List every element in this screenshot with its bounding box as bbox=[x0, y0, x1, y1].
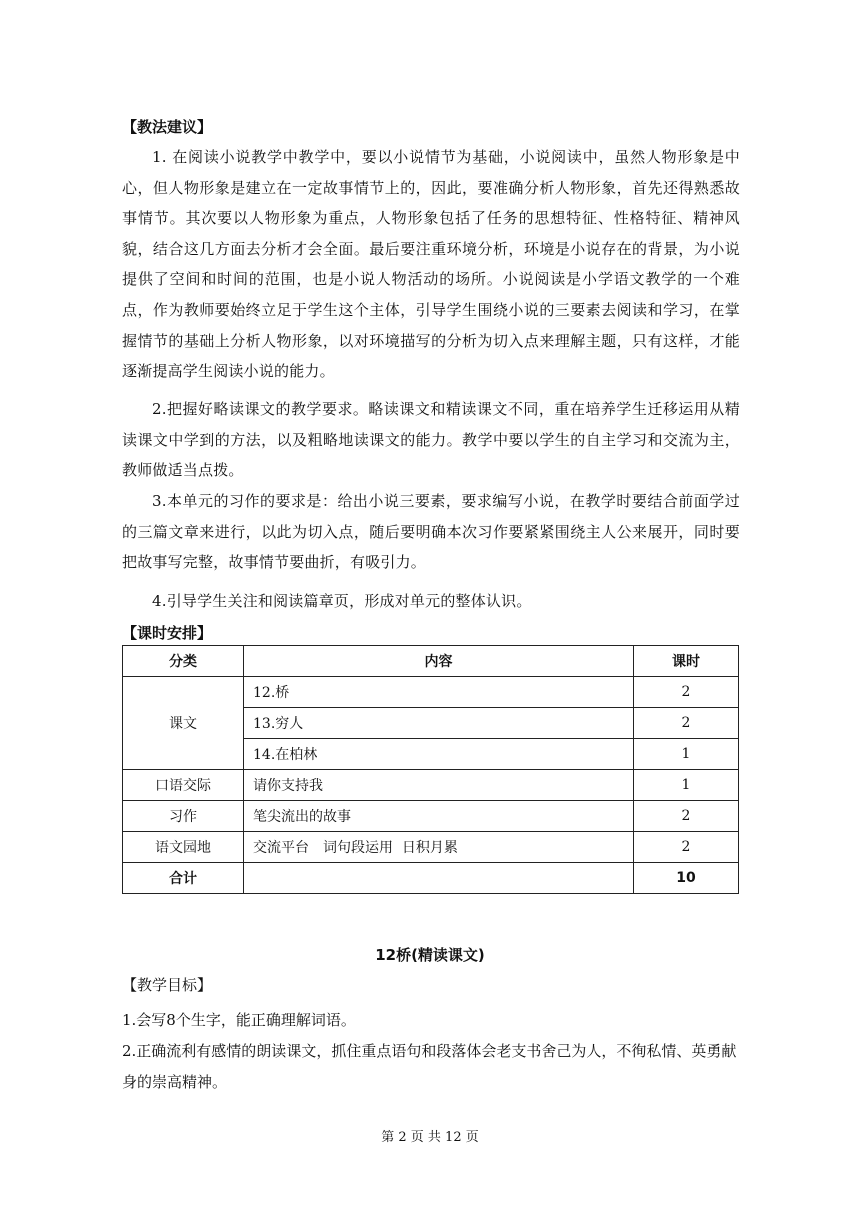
category-cell: 口语交际 bbox=[123, 770, 244, 801]
header-hours: 课时 bbox=[634, 646, 739, 677]
table-row bbox=[123, 770, 739, 801]
hours-cell: 2 bbox=[634, 708, 739, 739]
content-cell: 13.穷人 bbox=[244, 708, 634, 739]
header-content: 内容 bbox=[244, 646, 634, 677]
teaching-goals-title: 【教学目标】 bbox=[122, 976, 213, 994]
advice-paragraph-2: 2.把握好略读课文的教学要求。略读课文和精读课文不同，重在培养学生迁移运用从精读课文中学到的方法，以及粗略地读课文的能力。教学中要以学生的自主学习和交流为主，教师做适当点拨。 bbox=[122, 400, 740, 480]
content-cell: 请你支持我 bbox=[244, 770, 634, 801]
category-cell: 习作 bbox=[123, 801, 244, 832]
lesson-title: 12桥(精读课文) bbox=[375, 946, 485, 964]
teaching-goal-2: 2.正确流利有感情的朗读课文，抓住重点语句和段落体会老支书舍己为人，不徇私情、英勇献身的崇高精神。 bbox=[122, 1042, 737, 1091]
table-header-row bbox=[123, 646, 739, 677]
header-category: 分类 bbox=[123, 646, 244, 677]
content-cell: 交流平台 词句段运用 日积月累 bbox=[244, 832, 634, 863]
category-cell: 语文园地 bbox=[123, 832, 244, 863]
advice-paragraph-1: 1. 在阅读小说教学中教学中，要以小说情节为基础，小说阅读中，虽然人物形象是中心，但人物形象是建立在一定故事情节上的，因此，要准确分析人物形象，首先还得熟悉故事情节。其次要以人物形象为重点，人物形象包括了任务的思想特征、性格特征、精神风貌，结合这几方面去分析才会全面。最后要注重环境分析，环境是小说存在的背景，为小说提供了空间和时间的范围，也是小说人物活动的场所。小说阅读是小学语文教学的一个难点，作为教师要始终立足于学生这个主体，引导学生围绕小说的三要素去阅读和学习，在掌握情节的基础上分析人物形象，以对环境描写的分析为切入点来理解主题，只有这样，才能逐渐提高学生阅读小说的能力。 bbox=[122, 148, 740, 381]
table-total-row bbox=[123, 863, 739, 894]
advice-paragraph-4: 4.引导学生关注和阅读篇章页，形成对单元的整体认识。 bbox=[152, 592, 532, 610]
total-label: 合计 bbox=[123, 863, 244, 894]
content-cell: 14.在柏林 bbox=[244, 739, 634, 770]
section-title-schedule: 【课时安排】 bbox=[122, 624, 213, 642]
table-row bbox=[123, 832, 739, 863]
advice-paragraph-3: 3.本单元的习作的要求是：给出小说三要素，要求编写小说，在教学时要结合前面学过的三篇文章来进行，以此为切入点，随后要明确本次习作要紧紧围绕主人公来展开，同时要把故事写完整，故事情节要曲折，有吸引力。 bbox=[122, 492, 740, 572]
table-row bbox=[123, 801, 739, 832]
hours-cell: 2 bbox=[634, 677, 739, 708]
total-content bbox=[244, 863, 634, 894]
page-footer: 第 2 页 共 12 页 bbox=[381, 1130, 479, 1145]
hours-cell: 1 bbox=[634, 770, 739, 801]
teaching-goal-1: 1.会写8个生字，能正确理解词语。 bbox=[122, 1011, 356, 1029]
hours-cell: 2 bbox=[634, 832, 739, 863]
total-hours: 10 bbox=[634, 863, 739, 894]
category-cell-texts: 课文 bbox=[123, 677, 244, 770]
section-title-teaching-advice: 【教法建议】 bbox=[122, 118, 213, 136]
content-cell: 12.桥 bbox=[244, 677, 634, 708]
table-row bbox=[123, 677, 739, 708]
hours-cell: 2 bbox=[634, 801, 739, 832]
content-cell: 笔尖流出的故事 bbox=[244, 801, 634, 832]
hours-cell: 1 bbox=[634, 739, 739, 770]
schedule-table bbox=[122, 645, 739, 894]
